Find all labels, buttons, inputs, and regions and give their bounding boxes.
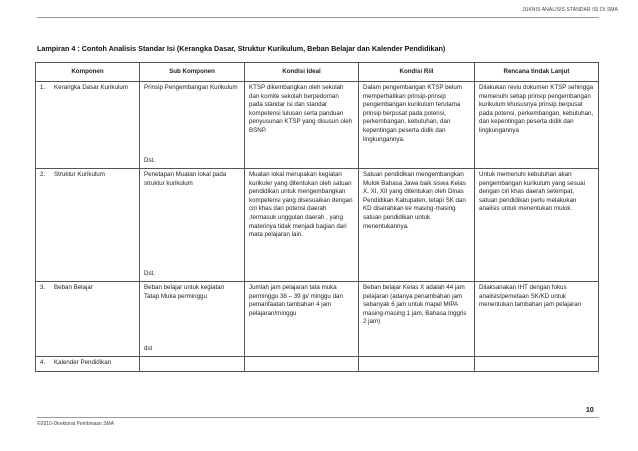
cell-kondisi-riil: Satuan pendidikan mengembangkan Mulok Bahasa Jawa baik siswa Kelas X, XI, XII yang ditentukan oleh Dinas Pendidikan Kabupaten, tetapi SK dan KD diserahkan ke masing-masing satuan pendidikan untuk menentukannya. [359, 169, 475, 282]
footer-copyright: ©2010-Direktorat Pembinaan SMA [37, 421, 115, 427]
cell-kondisi-riil: Dalam pengembangan KTSP belum memperhatikan prinsip-prinsip pengembangan kurikulum terutama prinsip berpusat pada potensi, perkembangan, kebutuhan, dan kepentingan peserta didik dan lingkungannya. [359, 82, 475, 169]
table-row [36, 82, 599, 169]
document-header-label: JUKNIS ANALISIS STANDAR ISI DI SMA [522, 7, 618, 13]
cell-komponen [36, 357, 140, 372]
cell-sub-komponen [140, 357, 245, 372]
page-title: Lampiran 4 : Contoh Analisis Standar Isi (Kerangka Dasar, Struktur Kurikulum, Beban Belajar dan Kalender Pendidikan) [37, 44, 446, 53]
cell-sub-komponen [140, 169, 245, 282]
cell-kondisi-ideal: KTSP dikembangkan oleh sekolah dan komite sekolah berpedoman pada standar isi dan standar kompetensi lulusan serta panduan penyusunan KTSP yang disusun oleh BSNP. [245, 82, 359, 169]
column-header-sub-komponen: Sub Komponen [140, 63, 245, 82]
header-divider [37, 17, 599, 18]
table-row [36, 357, 599, 372]
cell-rencana-tindak-lanjut: Dilakukan reviu dokumen KTSP sehingga memenuhi setiap prinsip pengembangan kurikulum khususnya prinsip berpusat pada potensi, perkembangan, kebutuhan, dan kepentingan peserta didik dan lingkungannya [475, 82, 599, 169]
table-row [36, 282, 599, 357]
komponen-text: Struktur Kurikulum [54, 171, 105, 178]
sub-komponen-continuation: Dst. [144, 157, 156, 165]
sub-komponen-text: Beban belajar untuk kegiatan Tatap Muka perminggu [144, 284, 225, 300]
table-header-row [36, 63, 599, 82]
sub-komponen-text: Prinsip Pengembangan Kurikulum [144, 84, 238, 91]
row-number: 2. [40, 171, 46, 178]
row-number: 3. [40, 284, 46, 291]
page-number: 10 [586, 407, 594, 414]
column-header-komponen: Komponen [36, 63, 140, 82]
cell-kondisi-riil [359, 357, 475, 372]
analysis-table [35, 62, 599, 372]
cell-kondisi-ideal: Jumlah jam pelajaran tata muka perminggu 38 – 39 jp/ minggu dan pemanfaatan tambahan 4 jam pelajaran/minggu [245, 282, 359, 357]
column-header-rencana-tindak-lanjut: Rencana tindak Lanjut [475, 63, 599, 82]
cell-kondisi-ideal: Muatan lokal merupakan kegiatan kurikuler yang ditentukan oleh satuan pendidikan untuk mengembangkan kompetensi yang disesuaikan dengan ciri khas dan potensi daerah ,termasuk unggulan daerah , yang materinya tidak menjadi bagian dari mata pelajaran lain. [245, 169, 359, 282]
cell-sub-komponen [140, 82, 245, 169]
cell-komponen [36, 169, 140, 282]
cell-sub-komponen [140, 282, 245, 357]
cell-rencana-tindak-lanjut: Untuk memenuhi kebutuhan akan pengembangan kurikulum yang sesuai dengan ciri khas daerah setempat, satuan pendidikan perlu melakukan analisis untuk menentukan mulok. [475, 169, 599, 282]
komponen-text: Kalender Pendidikan [54, 359, 112, 366]
column-header-kondisi-ideal: Kondisi Ideal [245, 63, 359, 82]
sub-komponen-continuation: Dst. [144, 270, 156, 278]
row-number: 1. [40, 84, 46, 91]
column-header-kondisi-riil: Kondisi Riil [359, 63, 475, 82]
cell-kondisi-riil: Beban belajar Kelas X adalah 44 jam pelajaran (adanya penambahan jam sebanyak 6 jam untuk mapel MIPA masing-masing 1 jam, Bahasa Inggris 2 jam) [359, 282, 475, 357]
komponen-text: Kerangka Dasar Kurikulum [54, 84, 128, 91]
table-row [36, 169, 599, 282]
sub-komponen-continuation: dst [144, 345, 153, 353]
komponen-text: Beban Belajar [54, 284, 93, 291]
sub-komponen-text: Penetapan Muatan lokal pada struktur kurikulum [144, 171, 227, 187]
cell-kondisi-ideal [245, 357, 359, 372]
cell-rencana-tindak-lanjut [475, 357, 599, 372]
cell-komponen [36, 282, 140, 357]
row-number: 4. [40, 359, 46, 366]
cell-komponen [36, 82, 140, 169]
footer-divider [37, 417, 599, 418]
cell-rencana-tindak-lanjut: Dilaksanakan IHT dengan fokus analisis/pemetaan SK/KD untuk menentukan tambahan jam pelajaran [475, 282, 599, 357]
